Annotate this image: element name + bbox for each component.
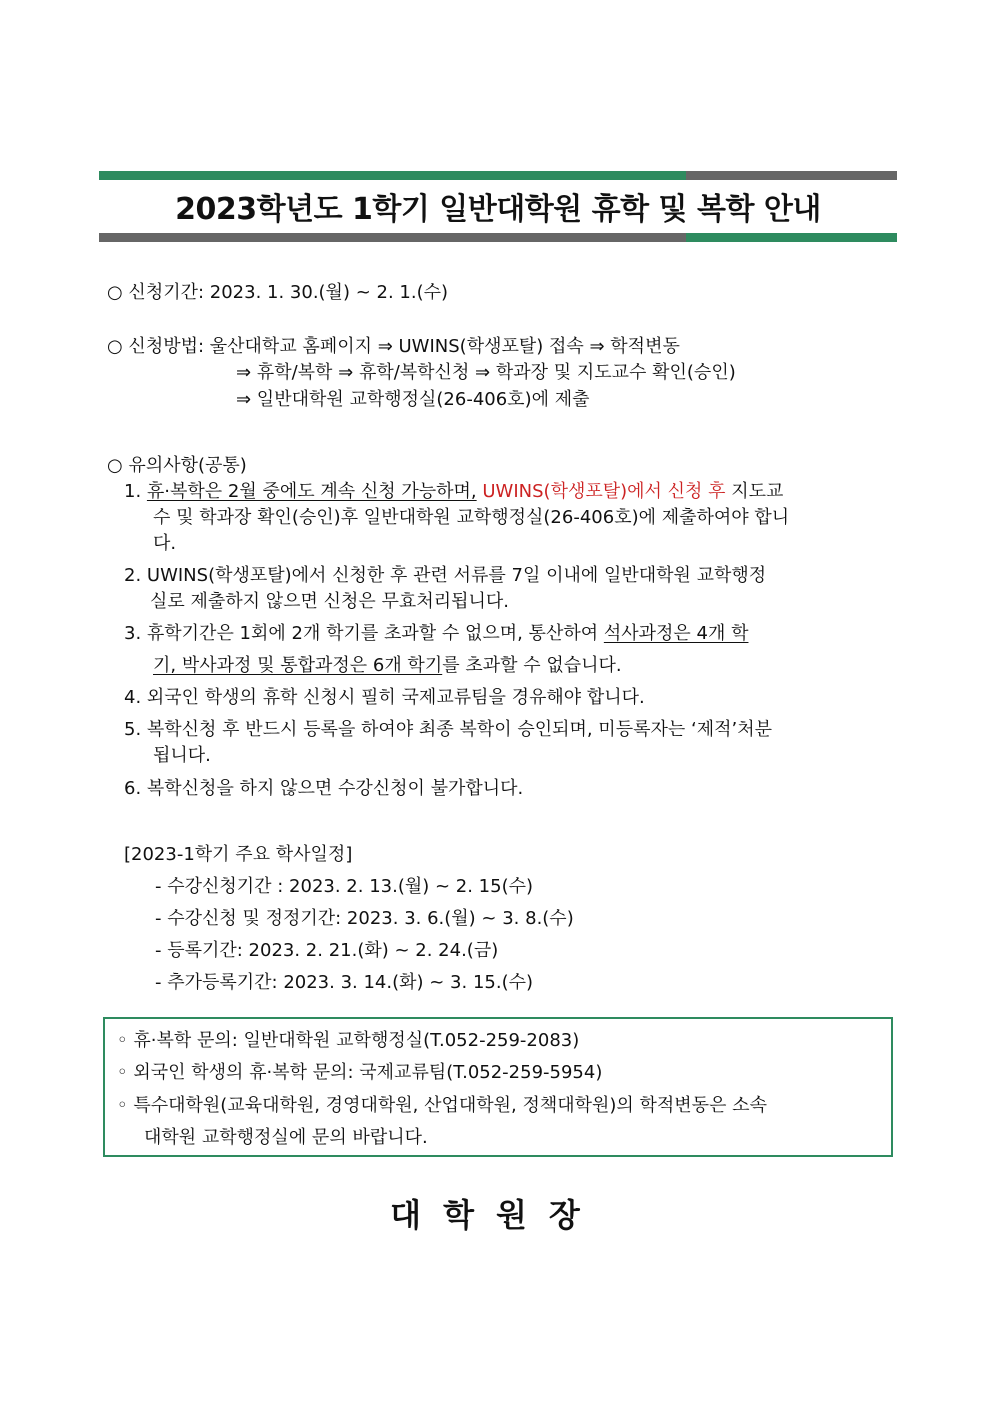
note-3-line-2	[153, 654, 622, 678]
note-6: 6. 복학신청을 하지 않으면 수강신청이 불가합니다.	[124, 778, 524, 799]
method-line-1: ○ 신청방법: 울산대학교 홈페이지 ⇒ UWINS(학생포탈) 접속 ⇒ 학적변동	[107, 336, 680, 357]
schedule-item: - 수강신청 및 정정기간: 2023. 3. 6.(월) ~ 3. 8.(수)	[155, 908, 574, 929]
schedule-heading: [2023-1학기 주요 학사일정]	[124, 844, 353, 865]
notes-heading: ○ 유의사항(공통)	[107, 455, 247, 476]
method-line-3: ⇒ 일반대학원 교학행정실(26-406호)에 제출	[236, 389, 590, 410]
schedule-item: - 등록기간: 2023. 2. 21.(화) ~ 2. 24.(금)	[155, 940, 499, 961]
note-3-text: 3. 휴학기간은 1회에 2개 학기를 초과할 수 없으며, 통산하여	[124, 623, 604, 644]
note-1-underlined: 휴·복학은 2월 중에도 계속 신청 가능하며,	[146, 481, 477, 502]
contact-line-4: 대학원 교학행정실에 문의 바랍니다.	[144, 1127, 428, 1148]
note-1-highlight: UWINS(학생포탈)에서 신청 후	[482, 481, 726, 502]
note-1-line-1	[124, 480, 783, 504]
note-1-line-3: 다.	[153, 533, 177, 554]
note-2-line-2: 실로 제출하지 않으면 신청은 무효처리됩니다.	[150, 591, 509, 612]
contact-line-1: ◦ 휴·복학 문의: 일반대학원 교학행정실(T.052-259-2083)	[117, 1030, 580, 1051]
note-3-underlined-1: 석사과정은 4개 학	[603, 623, 749, 644]
application-period: ○ 신청기간: 2023. 1. 30.(월) ~ 2. 1.(수)	[107, 282, 448, 303]
note-4: 4. 외국인 학생의 휴학 신청시 필히 국제교류팀을 경유해야 합니다.	[124, 687, 645, 708]
top-bar-green	[99, 171, 686, 180]
contact-line-3: ◦ 특수대학원(교육대학원, 경영대학원, 산업대학원, 정책대학원)의 학적변동은 소속	[117, 1095, 767, 1116]
note-1-rest: 지도교	[725, 481, 784, 502]
note-5-line-1: 5. 복학신청 후 반드시 등록을 하여야 최종 복학이 승인되며, 미등록자는 ‘제적’처분	[124, 719, 772, 740]
method-line-2: ⇒ 휴학/복학 ⇒ 휴학/복학신청 ⇒ 학과장 및 지도교수 확인(승인)	[236, 362, 736, 383]
contact-line-2: ◦ 외국인 학생의 휴·복학 문의: 국제교류팀(T.052-259-5954)	[117, 1062, 603, 1083]
note-1-line-2: 수 및 학과장 확인(승인)후 일반대학원 교학행정실(26-406호)에 제출하여야 합니	[153, 507, 790, 528]
schedule-item: - 수강신청기간 : 2023. 2. 13.(월) ~ 2. 15(수)	[155, 876, 534, 897]
note-3-line-1	[124, 622, 748, 646]
top-bar-gray	[686, 171, 897, 180]
note-2-line-1: 2. UWINS(학생포탈)에서 신청한 후 관련 서류를 7일 이내에 일반대학원 교학행정	[124, 565, 767, 586]
bottom-bar-green	[686, 233, 897, 242]
signature: 대학원장	[390, 1196, 602, 1234]
note-3-end: 를 초과할 수 없습니다.	[442, 655, 622, 676]
note-1-number: 1.	[124, 481, 142, 502]
schedule-item: - 추가등록기간: 2023. 3. 14.(화) ~ 3. 15.(수)	[155, 972, 534, 993]
bottom-bar-gray	[99, 233, 686, 242]
note-5-line-2: 됩니다.	[153, 745, 211, 766]
note-3-underlined-2: 기, 박사과정 및 통합과정은 6개 학기	[153, 655, 443, 676]
page-title: 2023학년도 1학기 일반대학원 휴학 및 복학 안내	[175, 192, 821, 227]
